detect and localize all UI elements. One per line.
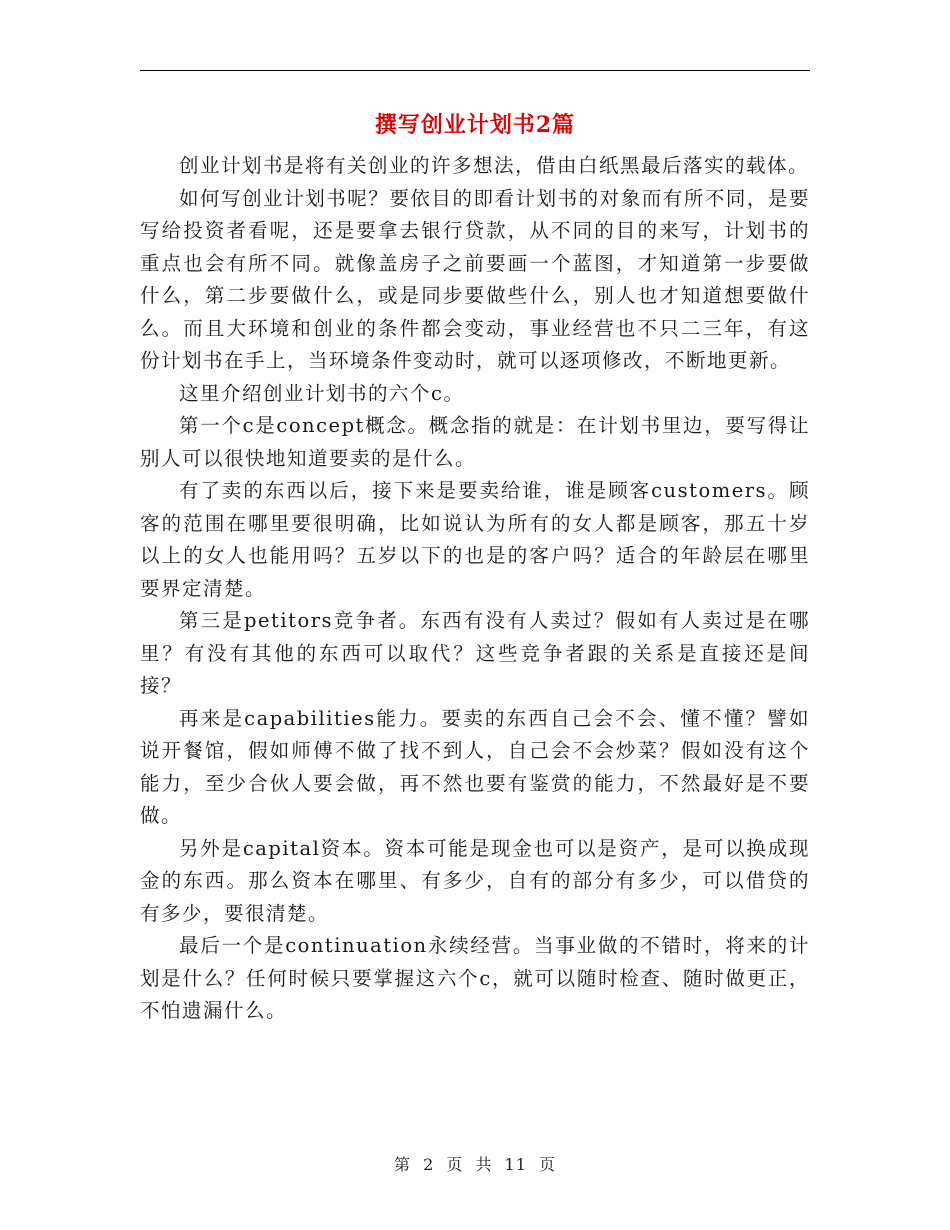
header-rule	[140, 70, 810, 71]
paragraph: 最后一个是continuation永续经营。当事业做的不错时，将来的计划是什么？任何时候只要掌握这六个c，就可以随时检查、随时做更正，不怕遗漏什么。	[140, 934, 810, 1022]
paragraph: 再来是capabilities能力。要卖的东西自己会不会、懂不懂？譬如说开餐馆，假如师傅不做了找不到人，自己会不会炒菜？假如没有这个能力，至少合伙人要会做，再不然也要有鉴赏的能力，不然最好是不要做。	[140, 706, 810, 827]
document-body	[140, 150, 810, 1028]
paragraph: 有了卖的东西以后，接下来是要卖给谁，谁是顾客customers。顾客的范围在哪里要很明确，比如说认为所有的女人都是顾客，那五十岁以上的女人也能用吗？五岁以下的也是的客户吗？适合的年龄层在哪里要界定清楚。	[140, 479, 810, 600]
page-footer: 第 2 页 共 11 页	[394, 1155, 556, 1174]
document-title: 撰写创业计划书2篇	[374, 112, 576, 138]
paragraph: 这里介绍创业计划书的六个c。	[179, 381, 465, 405]
paragraph: 另外是capital资本。资本可能是现金也可以是资产，是可以换成现金的东西。那么资本在哪里、有多少，自有的部分有多少，可以借贷的有多少，要很清楚。	[140, 836, 810, 925]
paragraph: 创业计划书是将有关创业的许多想法，借由白纸黑最后落实的载体。	[179, 154, 810, 177]
paragraph: 第一个c是concept概念。概念指的就是：在计划书里边，要写得让别人可以很快地知道要卖的是什么。	[140, 414, 810, 470]
paragraph: 如何写创业计划书呢？要依目的即看计划书的对象而有所不同，是要写给投资者看呢，还是要拿去银行贷款，从不同的目的来写，计划书的重点也会有所不同。就像盖房子之前要画一个蓝图，才知道第一步要做什么，第二步要做什么，或是同步要做些什么，别人也才知道想要做什么。而且大环境和创业的条件都会变动，事业经营也不只二三年，有这份计划书在手上，当环境条件变动时，就可以逐项修改，不断地更新。	[140, 186, 810, 372]
paragraph: 第三是petitors竞争者。东西有没有人卖过？假如有人卖过是在哪里？有没有其他的东西可以取代？这些竞争者跟的关系是直接还是间接？	[140, 609, 810, 697]
